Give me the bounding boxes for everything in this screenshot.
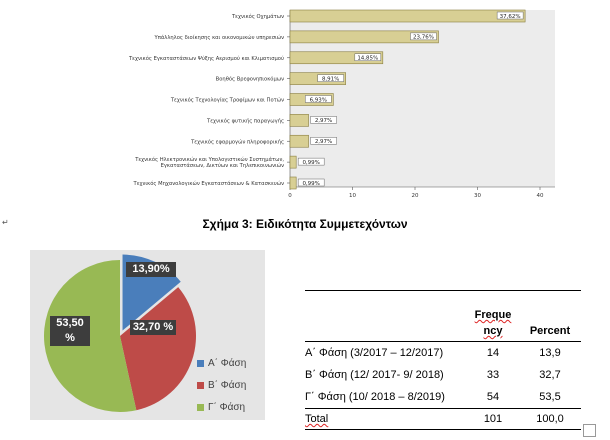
legend-item-a [197,352,246,374]
legend-label-b: Β΄ Φάση [208,379,247,391]
bar-category-label: Τεχνικός φυτικής παραγωγής [207,118,284,125]
bar-category-label: Τεχνικός Εγκαταστάσεων Ψύξης Αερισμού και Κλιματισμού [129,55,284,62]
specialty-bar-chart [0,0,610,205]
legend-swatch-b [197,382,204,389]
header-percent-text: Percent [529,325,571,337]
resize-handle[interactable] [583,424,596,437]
x-tick-label: 40 [536,193,544,199]
legend-label-c: Γ΄ Φάση [208,401,246,413]
x-tick-label: 10 [349,193,356,199]
legend-item-b [197,374,246,396]
row-label: Γ΄ Φάση (10/ 2018 – 8/2019) [305,391,445,403]
bar-category-label: Τεχνικός εφαρμογών πληροφορικής [191,139,284,146]
bar-value-label: 2,97% [314,139,333,146]
bar-value-label: 0,99% [302,159,320,166]
paragraph-marker: ↵ [2,218,9,227]
pie-label-c-text: 53,50 % [56,317,84,344]
row-percent: 53,5 [539,391,561,403]
total-label [305,409,467,430]
bar-value-label: 37,62% [499,13,521,20]
pie-label-b [130,320,176,335]
pie-label-a: 13,90% [126,262,176,277]
bar-category-label: Τεχνικός Τεχνολογίας Τροφίμων και Ποτών [170,97,284,104]
total-label-text: Total [305,413,329,425]
row-percent: 32,7 [539,369,561,381]
bar [290,10,525,22]
legend-swatch-a [197,360,204,367]
row-frequency: 54 [486,391,500,403]
row-frequency: 33 [486,369,500,381]
header-blank-2 [519,291,581,322]
header-blank-3 [305,321,467,342]
total-percent: 100,0 [519,409,581,430]
legend-label-a: Α΄ Φάση [208,357,247,369]
bar-category-label: Υπάλληλος διοίκησης και οικονομικών υπηρεσιών [154,34,284,41]
bar-value-label: 8,91% [321,76,340,83]
bar-category-label: Τεχνικός Ηλεκτρονικών και Υπολογιστικών Συστημάτων, Εγκαταστάσεων, Δικτύων και Τηλεπικοινωνιών [135,157,284,170]
legend-item-c [197,396,246,418]
row-frequency: 14 [486,347,500,359]
row-percent: 13,9 [539,347,561,359]
x-tick-label: 20 [411,193,419,199]
bar [290,156,296,168]
pie-label-b-text: 32,70 % [132,321,174,333]
bar-value-label: 2,97% [314,118,333,125]
bar [290,177,296,189]
x-tick-label: 30 [474,193,481,199]
table-header-top-row [305,291,581,322]
header-blank [305,291,467,322]
header-frequency-part1 [467,291,519,322]
bar-category-label: Τεχνικός Μηχανολογικών Εγκαταστάσεων & Κατασκευών [133,181,284,187]
bar-value-label: 0,99% [302,180,320,187]
header-percent [519,321,581,342]
bar-value-label: 14,85% [357,55,379,62]
table-header-row [305,321,581,342]
row-label: Β΄ Φάση (12/ 2017- 9/ 2018) [305,369,444,381]
header-freq-line1: Freque [474,309,512,321]
bar-value-label: 6,93% [309,97,328,104]
legend-swatch-c [197,404,204,411]
pie-label-c [50,316,90,346]
figure-caption: Σχήμα 3: Ειδικότητα Συμμετεχόντων [202,217,408,231]
header-frequency-part2 [467,321,519,342]
bar-category-label: Τεχνικός Οχημάτων [232,14,284,20]
bar-value-label: 23,76% [413,34,434,41]
table-row [305,364,581,386]
row-label: Α΄ Φάση (3/2017 – 12/2017) [305,347,444,359]
bar [290,114,309,126]
pie-legend [197,352,246,418]
phase-pie-chart [30,250,265,420]
bar [290,135,309,147]
x-tick-label: 0 [288,193,292,199]
table-total-row [305,409,581,430]
header-freq-line2: ncy [483,325,503,337]
table-row [305,342,581,365]
bar-category-label: Βοηθός Βρεφονηπιοκόμων [215,76,284,83]
total-frequency: 101 [467,409,519,430]
frequency-table [305,290,581,430]
table-row [305,386,581,409]
